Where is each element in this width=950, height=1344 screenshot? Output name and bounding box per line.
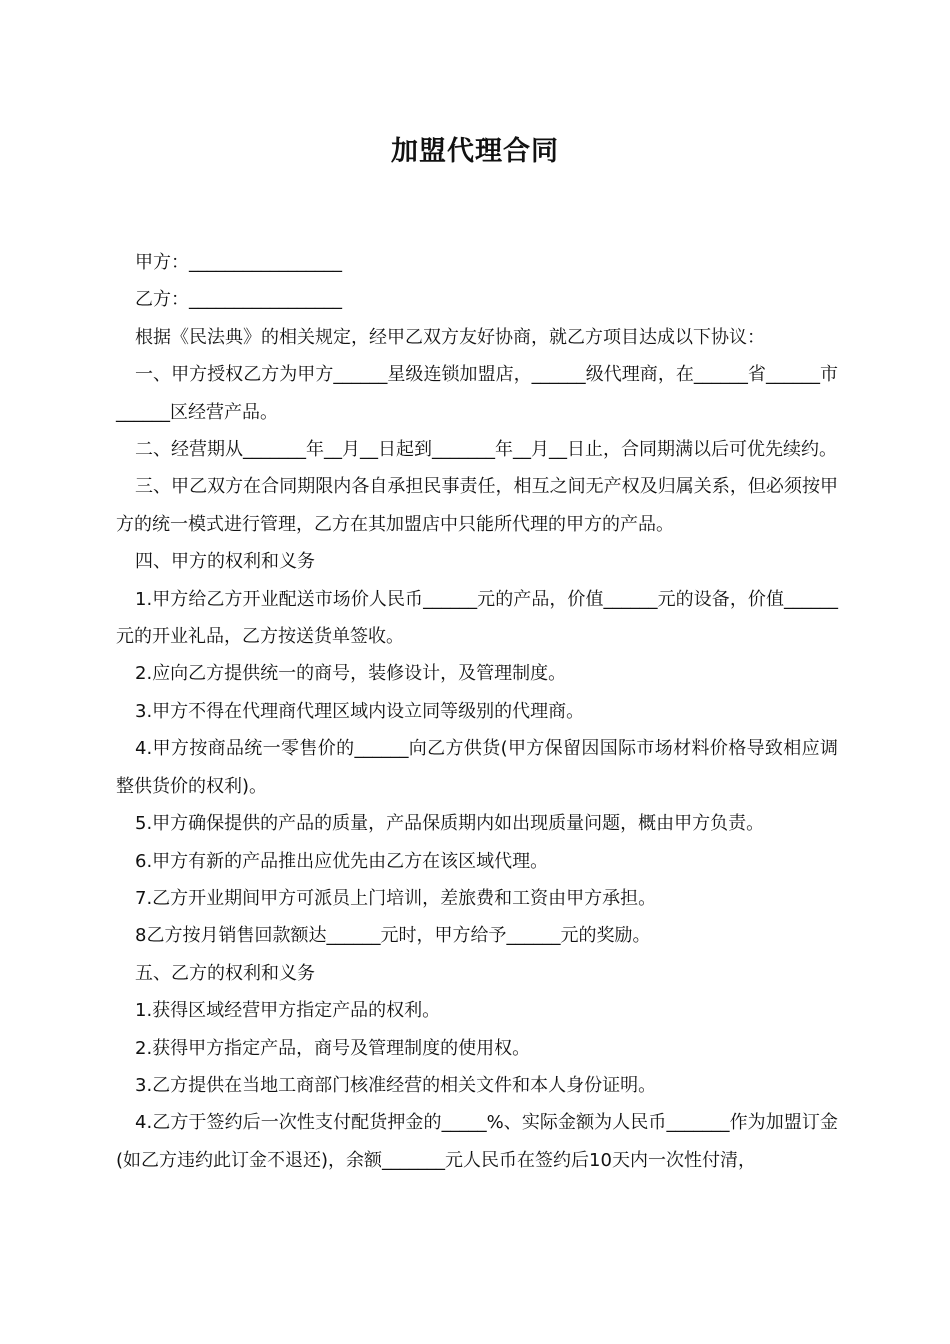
section-4-item-5: 5.甲方确保提供的产品的质量，产品保质期内如出现质量问题，概由甲方负责。 <box>135 813 765 835</box>
section-4-item-8: 8乙方按月销售回款额达______元时，甲方给予______元的奖励。 <box>135 925 651 947</box>
section-4-item-2: 2.应向乙方提供统一的商号，装修设计，及管理制度。 <box>135 663 567 685</box>
section-4-heading: 四、甲方的权利和义务 <box>135 551 315 573</box>
clause-1-paragraph: 一、甲方授权乙方为甲方______星级连锁加盟店，______级代理商，在______省______市______区经营产品。 <box>116 364 838 423</box>
section-5-item-2: 2.获得甲方指定产品，商号及管理制度的使用权。 <box>135 1037 531 1059</box>
party-b-line: 乙方：_________________ <box>135 289 342 311</box>
section-5-heading: 五、乙方的权利和义务 <box>135 962 315 984</box>
section-4-item-4: 4.甲方按商品统一零售价的______向乙方供货(甲方保留因国际市场材料价格导致相应调整供货价的权利)。 <box>116 738 838 797</box>
section-4-item-1: 1.甲方给乙方开业配送市场价人民币______元的产品，价值______元的设备，价值______元的开业礼品，乙方按送货单签收。 <box>116 588 838 648</box>
section-4-item-7: 7.乙方开业期间甲方可派员上门培训，差旅费和工资由甲方承担。 <box>135 887 657 909</box>
section-5-item-4: 4.乙方于签约后一次性支付配货押金的_____%、实际金额为人民币_______作为加盟订金(如乙方违约此订金不退还)，余额_______元人民币在签约后10天内一次性付清， <box>116 1112 838 1171</box>
preamble-paragraph: 根据《民法典》的相关规定，经甲乙双方友好协商，就乙方项目达成以下协议： <box>135 326 765 348</box>
section-5-item-1: 1.获得区域经营甲方指定产品的权利。 <box>135 1000 441 1022</box>
document-title: 加盟代理合同 <box>391 136 559 167</box>
section-5-item-3: 3.乙方提供在当地工商部门核准经营的相关文件和本人身份证明。 <box>135 1074 657 1096</box>
document-body <box>116 244 838 1179</box>
clause-3-paragraph: 三、甲乙双方在合同期限内各自承担民事责任，相互之间无产权及归属关系，但必须按甲方的统一模式进行管理，乙方在其加盟店中只能所代理的甲方的产品。 <box>116 476 838 535</box>
section-4-item-6: 6.甲方有新的产品推出应优先由乙方在该区域代理。 <box>135 850 549 872</box>
clause-2-paragraph: 二、经营期从_______年__月__日起到_______年__月__日止，合同期满以后可优先续约。 <box>135 439 837 461</box>
party-a-line: 甲方：_________________ <box>135 252 342 273</box>
section-4-item-3: 3.甲方不得在代理商代理区域内设立同等级别的代理商。 <box>135 700 585 722</box>
